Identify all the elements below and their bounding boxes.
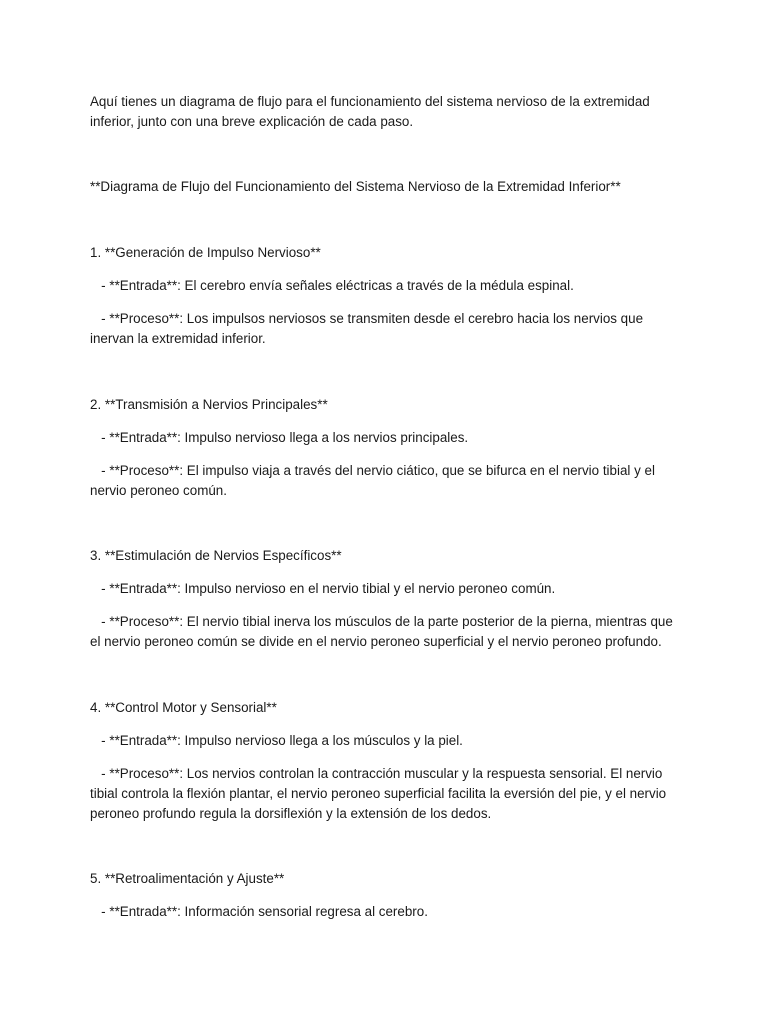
- step-1-proceso: - **Proceso**: Los impulsos nerviosos se transmiten desde el cerebro hacia los nervios que inervan la extremidad inferior.: [90, 311, 647, 346]
- step-2-heading: 2. **Transmisión a Nervios Principales**: [90, 397, 328, 412]
- step-3-heading: 3. **Estimulación de Nervios Específicos**: [90, 548, 342, 563]
- intro-paragraph: Aquí tienes un diagrama de flujo para el funcionamiento del sistema nervioso de la extremidad inferior, junto con una breve explicación de cada paso.: [90, 94, 650, 129]
- step-1-entrada: - **Entrada**: El cerebro envía señales eléctricas a través de la médula espinal.: [90, 278, 574, 293]
- step-4-proceso: - **Proceso**: Los nervios controlan la contracción muscular y la respuesta sensorial. El nervio tibial controla la flexión plantar, el nervio peroneo superficial facilita la eversión del pie, y el nervio peroneo profundo regula la dorsiflexión y la extensión de los dedos.: [90, 766, 670, 821]
- document-title: **Diagrama de Flujo del Funcionamiento del Sistema Nervioso de la Extremidad Inferior**: [90, 179, 621, 194]
- step-4-heading: 4. **Control Motor y Sensorial**: [90, 700, 277, 715]
- step-5-entrada: - **Entrada**: Información sensorial regresa al cerebro.: [90, 904, 428, 919]
- step-3-entrada: - **Entrada**: Impulso nervioso en el nervio tibial y el nervio peroneo común.: [90, 581, 556, 596]
- step-4-entrada: - **Entrada**: Impulso nervioso llega a los músculos y la piel.: [90, 733, 463, 748]
- step-3-proceso: - **Proceso**: El nervio tibial inerva los músculos de la parte posterior de la pierna, mientras que el nervio peroneo común se divide en el nervio peroneo superficial y el nervio peroneo profundo.: [90, 614, 677, 649]
- step-5-heading: 5. **Retroalimentación y Ajuste**: [90, 871, 285, 886]
- step-2-proceso: - **Proceso**: El impulso viaja a través del nervio ciático, que se bifurca en el nervio tibial y el nervio peroneo común.: [90, 463, 659, 498]
- step-2-entrada: - **Entrada**: Impulso nervioso llega a los nervios principales.: [90, 430, 469, 445]
- step-1-heading: 1. **Generación de Impulso Nervioso**: [90, 245, 321, 260]
